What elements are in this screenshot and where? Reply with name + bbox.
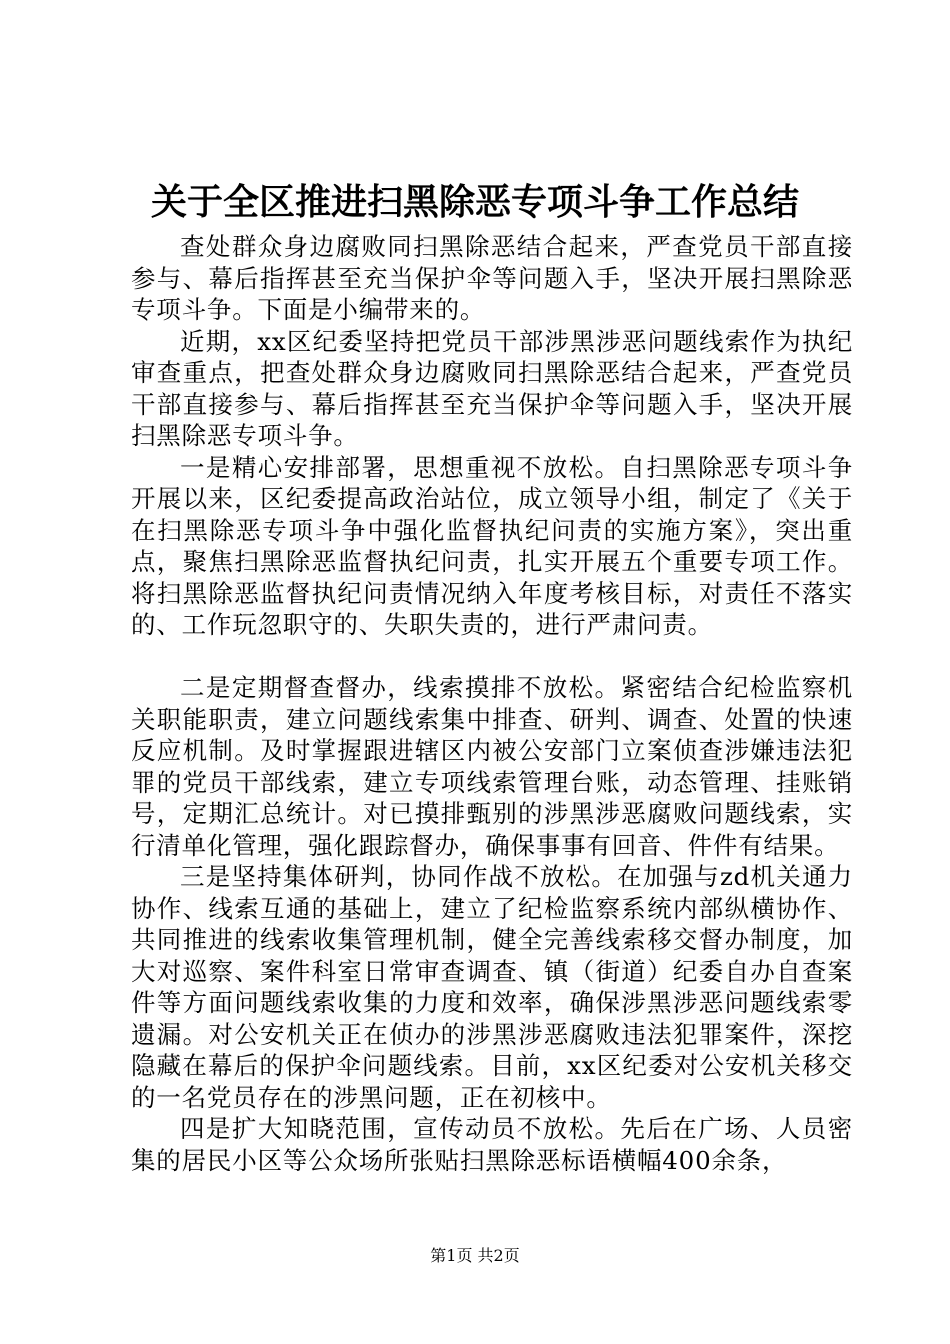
- paragraph-point-one: 一是精心安排部署，思想重视不放松。自扫黑除恶专项斗争开展以来，区纪委提高政治站位，成立领导小组，制定了《关于在扫黑除恶专项斗争中强化监督执纪问责的实施方案》，突出重点，聚焦扫黑除恶监督执纪问责，扎实开展五个重要专项工作。将扫黑除恶监督执纪问责情况纳入年度考核目标，对责任不落实的、工作玩忽职守的、失职失责的，进行严肃问责。: [131, 452, 853, 639]
- paragraph-point-three: 三是坚持集体研判，协同作战不放松。在加强与zd机关通力协作、线索互通的基础上，建立了纪检监察系统内部纵横协作、共同推进的线索收集管理机制，健全完善线索移交督办制度，加大对巡察、案件科室日常审查调查、镇（街道）纪委自办自查案件等方面问题线索收集的力度和效率，确保涉黑涉恶问题线索零遗漏。对公安机关正在侦办的涉黑涉恶腐败违法犯罪案件，深挖隐藏在幕后的保护伞问题线索。目前，xx区纪委对公安机关移交的一名党员存在的涉黑问题，正在初核中。: [131, 862, 853, 1112]
- document-title: 关于全区推进扫黑除恶专项斗争工作总结: [150, 182, 799, 223]
- paragraph-point-four: 四是扩大知晓范围，宣传动员不放松。先后在广场、人员密集的居民小区等公众场所张贴扫黑除恶标语横幅400余条，: [131, 1114, 853, 1175]
- document-body: [131, 231, 853, 1176]
- paragraph-point-two: 二是定期督查督办，线索摸排不放松。紧密结合纪检监察机关职能职责，建立问题线索集中排查、研判、调查、处置的快速反应机制。及时掌握跟进辖区内被公安部门立案侦查涉嫌违法犯罪的党员干部线索，建立专项线索管理台账，动态管理、挂账销号，定期汇总统计。对已摸排甄别的涉黑涉恶腐败问题线索，实行清单化管理，强化跟踪督办，确保事事有回音、件件有结果。: [131, 673, 853, 860]
- paragraph-recent: 近期，xx区纪委坚持把党员干部涉黑涉恶问题线索作为执纪审查重点，把查处群众身边腐败同扫黑除恶结合起来，严查党员干部直接参与、幕后指挥甚至充当保护伞等问题入手，坚决开展扫黑除恶专项斗争。: [131, 326, 853, 450]
- paragraph-intro: 查处群众身边腐败同扫黑除恶结合起来，严查党员干部直接参与、幕后指挥甚至充当保护伞等问题入手，坚决开展扫黑除恶专项斗争。下面是小编带来的。: [131, 232, 853, 324]
- page-number-footer: 第1页 共2页: [430, 1246, 520, 1265]
